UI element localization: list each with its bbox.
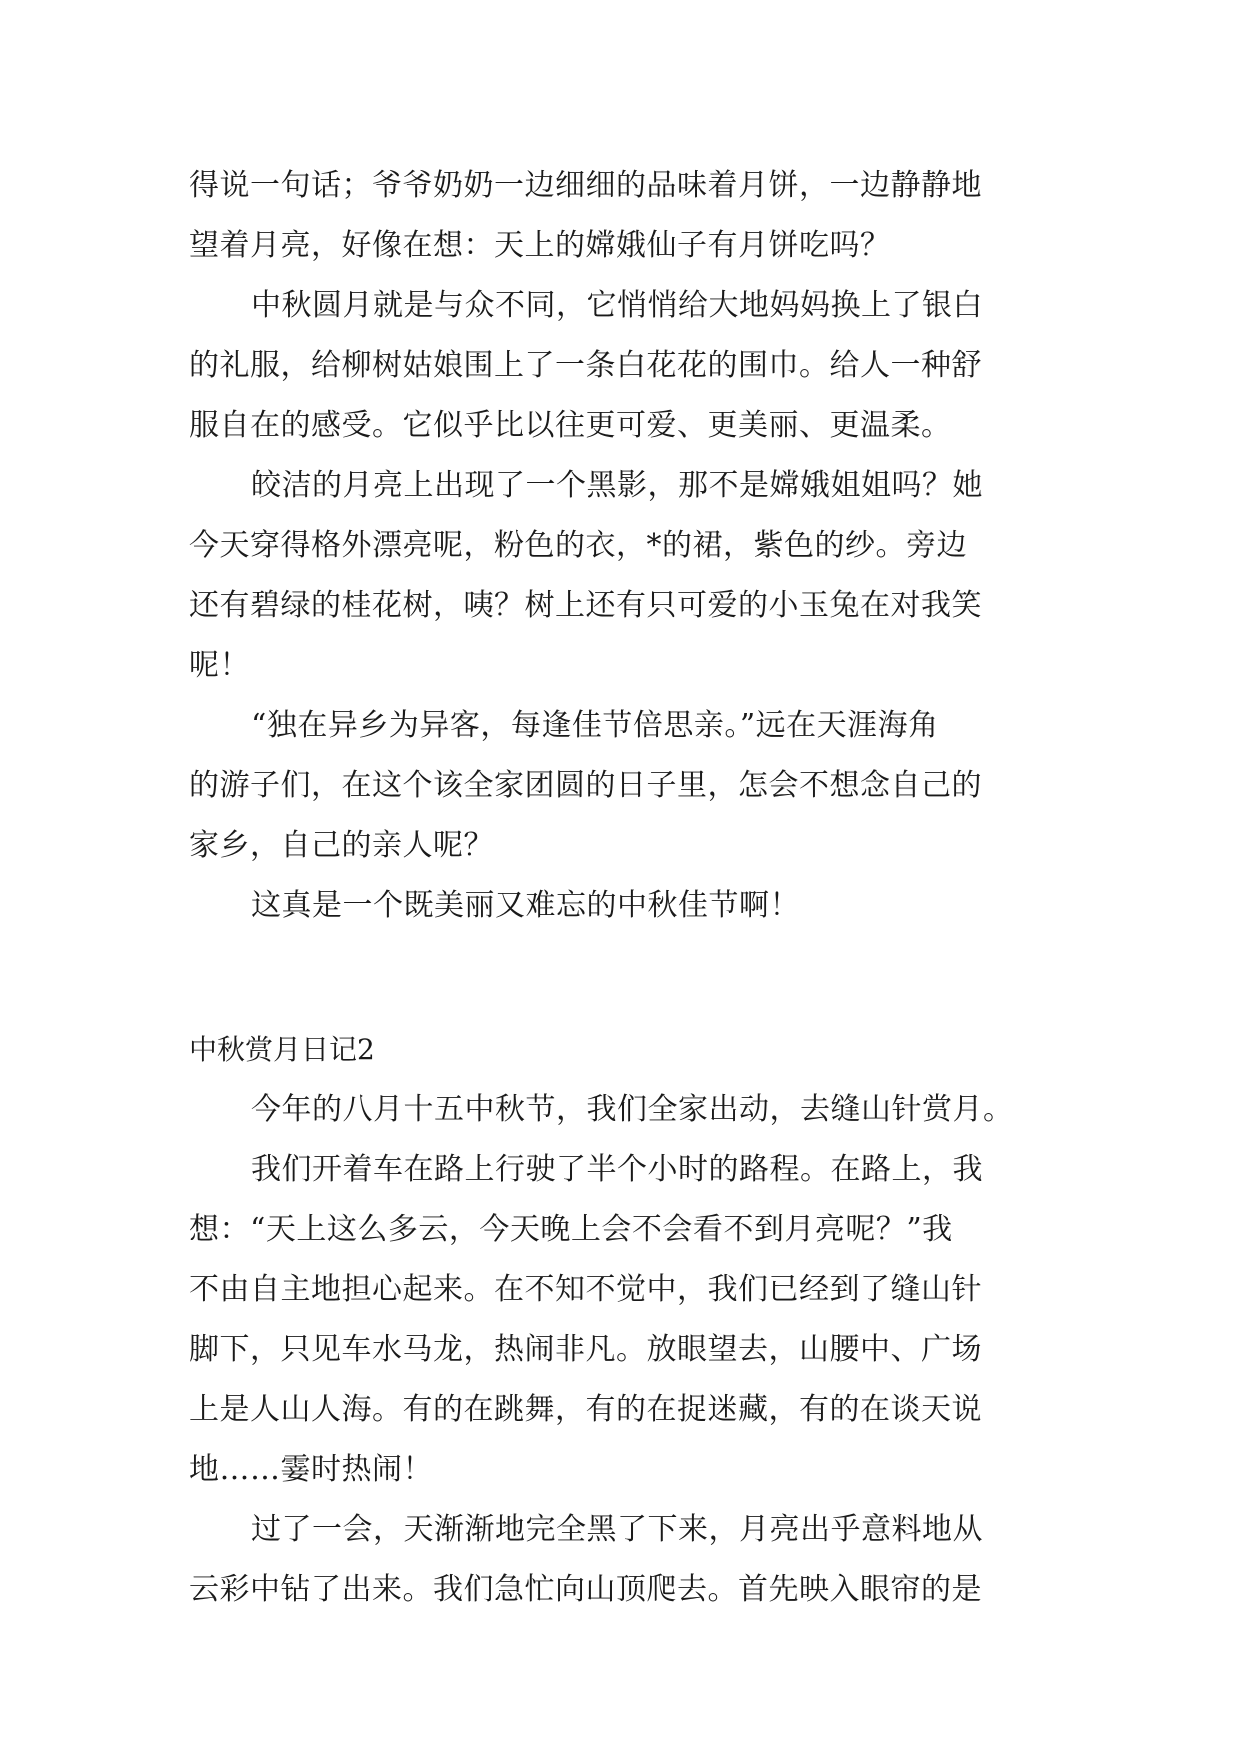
- text-line: 地……霎时热闹！: [189, 1452, 433, 1487]
- section-title: 中秋赏月日记2: [189, 1033, 375, 1066]
- text-line: 不由自主地担心起来。在不知不觉中，我们已经到了缝山针: [189, 1272, 982, 1307]
- section-continued-text: [189, 156, 1057, 936]
- text-line: 服自在的感受。它似乎比以往更可爱、更美丽、更温柔。: [189, 408, 952, 443]
- text-line: 想：“天上这么多云，今天晚上会不会看不到月亮呢？”我: [189, 1212, 953, 1247]
- text-line: 得说一句话；爷爷奶奶一边细细的品味着月饼，一边静静地: [189, 168, 982, 203]
- paragraph-start-line: “独在异乡为异客，每逢佳节倍思亲。”远在天涯海角: [251, 708, 939, 743]
- paragraph-start-line: 中秋圆月就是与众不同，它悄悄给大地妈妈换上了银白: [251, 288, 983, 323]
- section-spacer: [189, 936, 1057, 1020]
- paragraph-start-line: 皎洁的月亮上出现了一个黑影，那不是嫦娥姐姐吗？她: [251, 468, 983, 503]
- paragraph-start-line: 过了一会，天渐渐地完全黑了下来，月亮出乎意料地从: [251, 1512, 983, 1547]
- section-diary-2: [189, 1020, 1057, 1620]
- paragraph-start-line: 我们开着车在路上行驶了半个小时的路程。在路上，我: [251, 1152, 983, 1187]
- text-line: 上是人山人海。有的在跳舞，有的在捉迷藏，有的在谈天说: [189, 1392, 982, 1427]
- text-line: 今天穿得格外漂亮呢，粉色的衣，*的裙，紫色的纱。旁边: [189, 528, 967, 563]
- text-line: 还有碧绿的桂花树，咦？树上还有只可爱的小玉兔在对我笑: [189, 588, 982, 623]
- text-line: 家乡，自己的亲人呢？: [189, 828, 494, 863]
- text-line: 望着月亮，好像在想：天上的嫦娥仙子有月饼吃吗？: [189, 228, 891, 263]
- document-body: [189, 156, 1057, 1620]
- paragraph-start-line: 今年的八月十五中秋节，我们全家出动，去缝山针赏月。: [251, 1092, 1014, 1127]
- text-line: 脚下，只见车水马龙，热闹非凡。放眼望去，山腰中、广场: [189, 1332, 982, 1367]
- text-line: 呢！: [189, 648, 250, 683]
- text-line: 的礼服，给柳树姑娘围上了一条白花花的围巾。给人一种舒: [189, 348, 982, 383]
- text-line: 的游子们，在这个该全家团圆的日子里，怎会不想念自己的: [189, 768, 982, 803]
- paragraph-start-line: 这真是一个既美丽又难忘的中秋佳节啊！: [251, 888, 800, 923]
- text-line: 云彩中钻了出来。我们急忙向山顶爬去。首先映入眼帘的是: [189, 1572, 982, 1607]
